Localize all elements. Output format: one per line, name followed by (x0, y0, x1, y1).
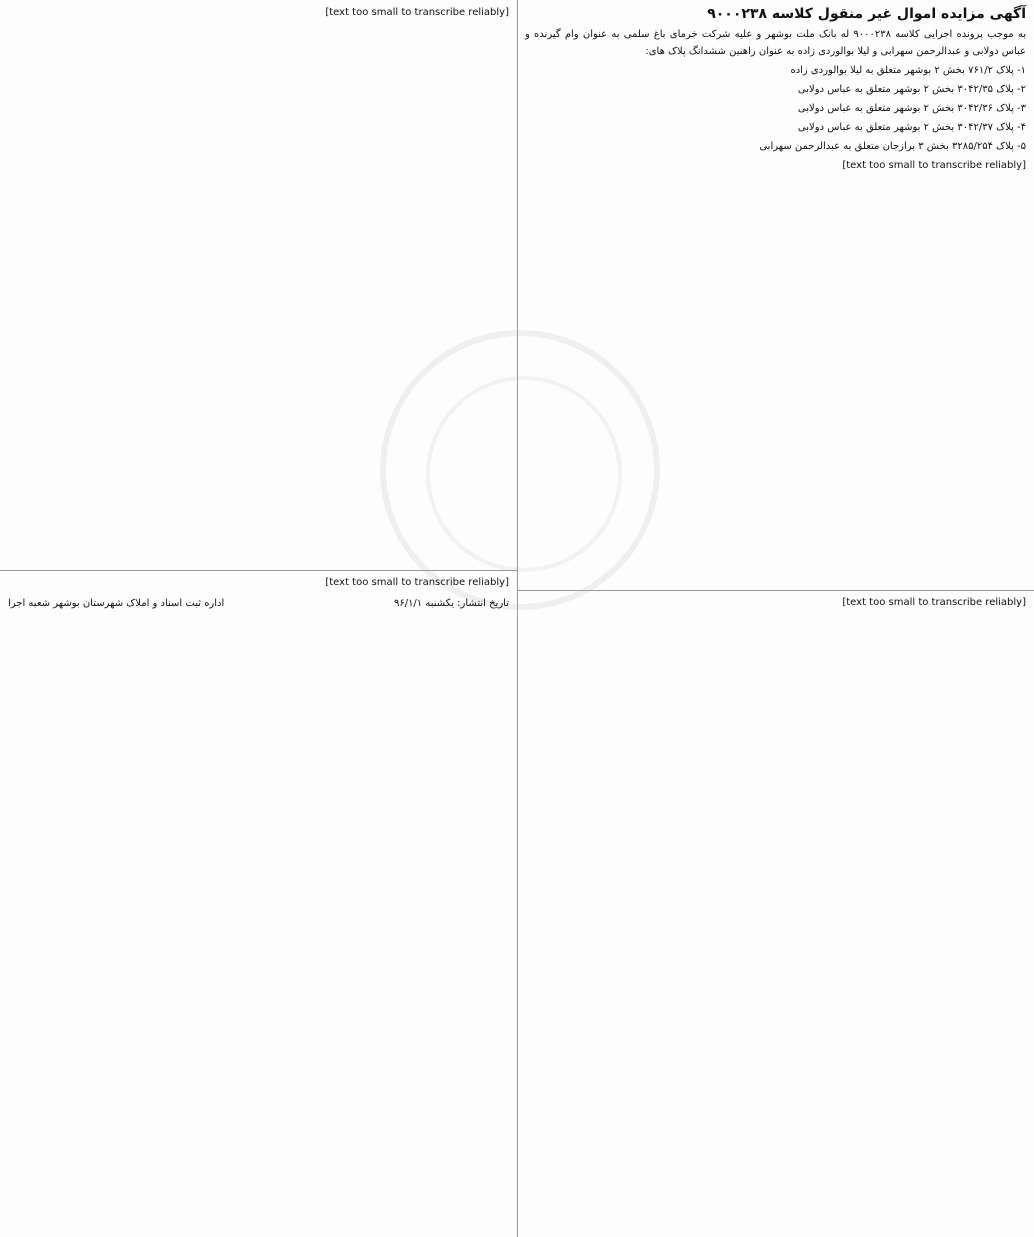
notice-paragraph: [text too small to transcribe reliably] (325, 577, 509, 588)
notice-title: آگهی مزایده اموال غیر منقول کلاسه ۹۰۰۰۲۳۸ (707, 6, 1026, 22)
notice-paragraph: ۳- پلاک ۳۰۴۲/۳۶ بخش ۲ بوشهر متعلق به عباس دولابی (797, 103, 1026, 114)
notice-paragraph: [text too small to transcribe reliably] (842, 160, 1026, 171)
notice-paragraph: ۲- پلاک ۳۰۴۲/۳۵ بخش ۲ بوشهر متعلق به عباس دولابی (797, 84, 1026, 95)
notice-block-bottom-right (517, 590, 1034, 1237)
notice-paragraph: ۱- پلاک ۷۶۱/۲ بخش ۲ بوشهر متعلق به لیلا بوالوردی زاده (790, 65, 1026, 76)
publish-date: تاریخ انتشار: یکشنبه ۹۶/۱/۱ (393, 598, 509, 609)
notice-block-top-left (0, 0, 517, 570)
notice-paragraph: [text too small to transcribe reliably] (842, 597, 1026, 608)
notice-paragraph: ۵- پلاک ۳۲۸۵/۲۵۴ بخش ۳ برازجان متعلق به عبدالرحمن سهرابی (759, 141, 1026, 152)
notice-block-top-right (517, 0, 1034, 590)
notice-footer (8, 595, 509, 612)
notice-paragraph: [text too small to transcribe reliably] (325, 7, 509, 18)
notice-paragraph: به موجب پرونده اجرایی کلاسه ۹۰۰۰۲۳۸ له بانک ملت بوشهر و علیه شرکت خرمای باغ سلمی به عنوان وام گیرنده و عباس دولابی و عبدالرحمن سهرابی و لیلا بوالوردی زاده به عنوان راهنین ششدانگ پلاک های: (525, 29, 1026, 57)
issuing-office: اداره ثبت اسناد و املاک شهرستان بوشهر شعبه اجرا (8, 598, 225, 609)
notice-block-bottom-left (0, 570, 517, 900)
notice-paragraph: ۴- پلاک ۳۰۴۲/۳۷ بخش ۲ بوشهر متعلق به عباس دولابی (797, 122, 1026, 133)
